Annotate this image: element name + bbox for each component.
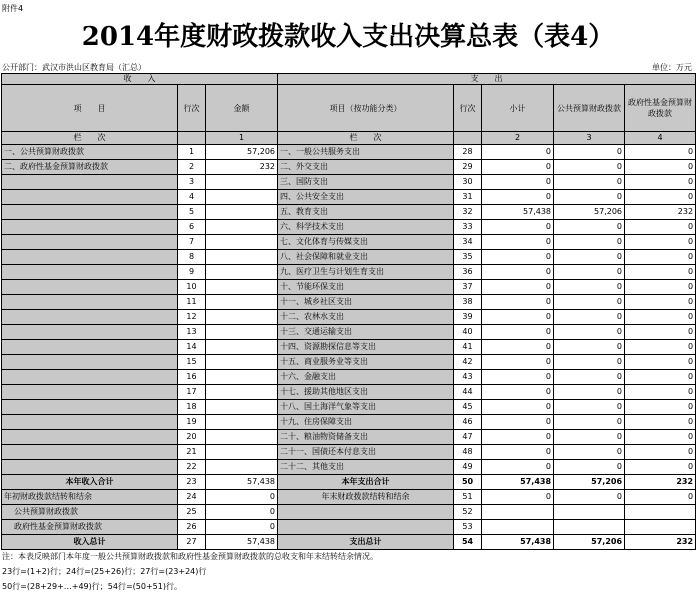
table-row (2, 175, 696, 190)
row53-label (278, 520, 454, 535)
income-row-no-cell: 21 (178, 445, 206, 460)
income-amount-cell (206, 310, 278, 325)
income-row-no-cell: 15 (178, 355, 206, 370)
expense-row-no-cell: 28 (454, 145, 482, 160)
row52-public (554, 505, 625, 520)
expense-subtotal-cell: 0 (482, 370, 554, 385)
income-item-cell (2, 385, 178, 400)
table-row (2, 355, 696, 370)
expense-item-cell: 二十一、国债还本付息支出 (278, 445, 454, 460)
income-row-no-cell: 18 (178, 400, 206, 415)
income-item-cell (2, 430, 178, 445)
expense-row-no-cell: 41 (454, 340, 482, 355)
begin-public-label: 公共预算财政拨款 (2, 505, 178, 520)
income-item-cell (2, 355, 178, 370)
table-row (2, 160, 696, 175)
column-index-row (2, 132, 696, 145)
income-item-cell (2, 295, 178, 310)
expense-public-cell: 0 (554, 250, 625, 265)
expense-public-cell: 0 (554, 445, 625, 460)
income-row-no-cell: 17 (178, 385, 206, 400)
expense-section-header: 支 出 (278, 74, 696, 85)
expense-public-cell: 0 (554, 295, 625, 310)
expense-subtotal-cell: 0 (482, 235, 554, 250)
expense-fund-cell: 0 (625, 460, 696, 475)
expense-fund-cell: 0 (625, 370, 696, 385)
begin-fund-label: 政府性基金预算财政拨款 (2, 520, 178, 535)
expense-public-cell: 0 (554, 340, 625, 355)
table-row (2, 400, 696, 415)
gov-fund-header: 政府性基金预算财政拨款 (625, 85, 696, 132)
expense-public-cell: 0 (554, 460, 625, 475)
expense-item-cell: 七、文化体育与传媒支出 (278, 235, 454, 250)
income-amount-cell (206, 220, 278, 235)
expense-index-label: 栏 次 (278, 132, 454, 145)
expense-item-cell: 十二、农林水支出 (278, 310, 454, 325)
expense-row-no-cell: 38 (454, 295, 482, 310)
begin-public-amount: 0 (206, 505, 278, 520)
row53-public (554, 520, 625, 535)
expense-row-no-cell: 39 (454, 310, 482, 325)
expense-subtotal-cell: 0 (482, 445, 554, 460)
expense-fund-cell: 0 (625, 280, 696, 295)
expense-row-no-cell: 32 (454, 205, 482, 220)
expense-fund-cell: 0 (625, 430, 696, 445)
expense-item-cell: 九、医疗卫生与计划生育支出 (278, 265, 454, 280)
row53-fund (625, 520, 696, 535)
income-row-no-cell: 13 (178, 325, 206, 340)
table-row (2, 145, 696, 160)
expense-row-no-cell: 48 (454, 445, 482, 460)
attachment-label: 附件4 (2, 4, 24, 13)
table-row (2, 220, 696, 235)
table-row (2, 310, 696, 325)
table-row (2, 325, 696, 340)
row52-no: 52 (454, 505, 482, 520)
expense-row-no-cell: 40 (454, 325, 482, 340)
index-public: 3 (554, 132, 625, 145)
begin-public-no: 25 (178, 505, 206, 520)
grand-total-row (2, 535, 696, 550)
grand-expense-no: 54 (454, 535, 482, 550)
expense-item-cell: 十四、资源勘探信息等支出 (278, 340, 454, 355)
income-row-no-cell: 3 (178, 175, 206, 190)
income-item-cell (2, 400, 178, 415)
table-row (2, 430, 696, 445)
begin-balance-no: 24 (178, 490, 206, 505)
expense-public-cell: 0 (554, 415, 625, 430)
income-amount-cell (206, 175, 278, 190)
income-total-label: 本年收入合计 (2, 475, 178, 490)
expense-row-no-cell: 44 (454, 385, 482, 400)
expense-subtotal-cell: 0 (482, 400, 554, 415)
expense-item-cell: 三、国防支出 (278, 175, 454, 190)
budget-table (1, 73, 696, 550)
expense-item-cell: 十八、国土海洋气象等支出 (278, 400, 454, 415)
grand-income-amount: 57,438 (206, 535, 278, 550)
expense-fund-cell: 0 (625, 175, 696, 190)
income-row-no-header: 行次 (178, 85, 206, 132)
begin-fund-no: 26 (178, 520, 206, 535)
expense-row-no-cell: 35 (454, 250, 482, 265)
income-row-no-cell: 16 (178, 370, 206, 385)
expense-fund-cell: 0 (625, 235, 696, 250)
income-item-cell (2, 340, 178, 355)
expense-item-cell: 六、科学技术支出 (278, 220, 454, 235)
expense-row-no-cell: 46 (454, 415, 482, 430)
unit-label: 单位：万元 (652, 63, 692, 72)
expense-subtotal-cell: 0 (482, 280, 554, 295)
table-row (2, 190, 696, 205)
expense-item-cell: 一、一般公共服务支出 (278, 145, 454, 160)
expense-subtotal-cell: 0 (482, 310, 554, 325)
expense-subtotal-cell: 0 (482, 430, 554, 445)
expense-row-no-cell: 49 (454, 460, 482, 475)
expense-item-cell: 十六、金融支出 (278, 370, 454, 385)
expense-fund-cell: 0 (625, 355, 696, 370)
income-item-header: 项 目 (2, 85, 178, 132)
income-amount-cell (206, 430, 278, 445)
expense-fund-cell: 232 (625, 205, 696, 220)
income-row-no-cell: 19 (178, 415, 206, 430)
income-total-no: 23 (178, 475, 206, 490)
expense-public-cell: 0 (554, 220, 625, 235)
expense-public-cell: 0 (554, 355, 625, 370)
expense-public-cell: 0 (554, 235, 625, 250)
income-row-no-cell: 5 (178, 205, 206, 220)
expense-subtotal-cell: 0 (482, 265, 554, 280)
expense-public-cell: 0 (554, 400, 625, 415)
row52-label (278, 505, 454, 520)
income-item-cell (2, 220, 178, 235)
table-row (2, 235, 696, 250)
end-balance-subtotal: 0 (482, 490, 554, 505)
expense-fund-cell: 0 (625, 145, 696, 160)
table-row (2, 205, 696, 220)
income-amount-header: 金额 (206, 85, 278, 132)
expense-subtotal-cell: 0 (482, 145, 554, 160)
expense-row-no-cell: 36 (454, 265, 482, 280)
income-index-label: 栏 次 (2, 132, 178, 145)
expense-row-no-cell: 30 (454, 175, 482, 190)
expense-row-no-header: 行次 (454, 85, 482, 132)
income-row-no-cell: 14 (178, 340, 206, 355)
expense-item-cell: 二十二、其他支出 (278, 460, 454, 475)
expense-row-no-cell: 29 (454, 160, 482, 175)
expense-public-cell: 0 (554, 310, 625, 325)
grand-expense-fund: 232 (625, 535, 696, 550)
income-amount-cell (206, 205, 278, 220)
expense-fund-cell: 0 (625, 325, 696, 340)
income-row-no-cell: 10 (178, 280, 206, 295)
income-row-no-cell: 20 (178, 430, 206, 445)
expense-subtotal-cell: 0 (482, 175, 554, 190)
expense-fund-cell: 0 (625, 445, 696, 460)
expense-public-cell: 0 (554, 190, 625, 205)
end-balance-fund: 0 (625, 490, 696, 505)
department-label: 公开部门：武汉市洪山区教育局（汇总） (2, 63, 146, 72)
expense-row-no-cell: 34 (454, 235, 482, 250)
income-section-header: 收 入 (2, 74, 278, 85)
income-amount-cell (206, 400, 278, 415)
income-item-cell (2, 445, 178, 460)
income-amount-cell (206, 355, 278, 370)
expense-item-cell: 四、公共安全支出 (278, 190, 454, 205)
expense-row-no-cell: 33 (454, 220, 482, 235)
income-amount-cell (206, 265, 278, 280)
footnotes (2, 549, 378, 594)
income-item-cell: 二、政府性基金预算财政拨款 (2, 160, 178, 175)
income-item-cell (2, 280, 178, 295)
expense-subtotal-cell: 0 (482, 355, 554, 370)
income-item-cell (2, 235, 178, 250)
begin-balance-amount: 0 (206, 490, 278, 505)
income-amount-cell (206, 235, 278, 250)
income-row-no-cell: 22 (178, 460, 206, 475)
income-row-no-cell: 1 (178, 145, 206, 160)
income-amount-cell (206, 445, 278, 460)
table-row (2, 340, 696, 355)
income-amount-cell (206, 385, 278, 400)
expense-subtotal-cell: 0 (482, 460, 554, 475)
page-title: 2014年度财政拨款收入支出决算总表（表4） (81, 22, 615, 52)
income-item-cell (2, 250, 178, 265)
expense-row-no-cell: 47 (454, 430, 482, 445)
income-total-row (2, 475, 696, 490)
expense-public-cell: 0 (554, 145, 625, 160)
end-balance-public: 0 (554, 490, 625, 505)
income-amount-cell (206, 370, 278, 385)
grand-income-no: 27 (178, 535, 206, 550)
expense-subtotal-cell: 0 (482, 325, 554, 340)
expense-row-no-cell: 45 (454, 400, 482, 415)
table-row (2, 250, 696, 265)
income-item-cell (2, 190, 178, 205)
income-amount-cell (206, 280, 278, 295)
grand-expense-subtotal: 57,438 (482, 535, 554, 550)
begin-fund-row (2, 520, 696, 535)
section-header-row (2, 74, 696, 85)
expense-subtotal-cell: 0 (482, 250, 554, 265)
table-row (2, 295, 696, 310)
income-index-blank (178, 132, 206, 145)
subtotal-header: 小计 (482, 85, 554, 132)
expense-public-cell: 0 (554, 280, 625, 295)
expense-total-subtotal: 57,438 (482, 475, 554, 490)
begin-balance-label: 年初财政拨款结转和结余 (2, 490, 178, 505)
expense-subtotal-cell: 0 (482, 220, 554, 235)
income-item-cell (2, 460, 178, 475)
expense-public-cell: 0 (554, 370, 625, 385)
expense-public-cell: 0 (554, 430, 625, 445)
expense-public-cell: 57,206 (554, 205, 625, 220)
end-balance-no: 51 (454, 490, 482, 505)
income-amount-cell: 232 (206, 160, 278, 175)
income-amount-cell (206, 250, 278, 265)
expense-row-no-cell: 31 (454, 190, 482, 205)
income-amount-cell (206, 325, 278, 340)
income-item-cell (2, 265, 178, 280)
expense-fund-cell: 0 (625, 415, 696, 430)
expense-subtotal-cell: 0 (482, 415, 554, 430)
expense-row-no-cell: 37 (454, 280, 482, 295)
income-total-amount: 57,438 (206, 475, 278, 490)
expense-fund-cell: 0 (625, 190, 696, 205)
end-balance-label: 年末财政拨款结转和结余 (278, 490, 454, 505)
income-item-cell (2, 205, 178, 220)
income-row-no-cell: 9 (178, 265, 206, 280)
income-item-cell (2, 415, 178, 430)
table-row (2, 280, 696, 295)
expense-item-cell: 十、节能环保支出 (278, 280, 454, 295)
expense-fund-cell: 0 (625, 160, 696, 175)
row52-fund (625, 505, 696, 520)
income-item-cell (2, 370, 178, 385)
expense-subtotal-cell: 0 (482, 160, 554, 175)
expense-index-blank (454, 132, 482, 145)
expense-item-cell: 五、教育支出 (278, 205, 454, 220)
expense-subtotal-cell: 0 (482, 190, 554, 205)
public-budget-header: 公共预算财政拨款 (554, 85, 625, 132)
income-amount-cell (206, 340, 278, 355)
expense-public-cell: 0 (554, 175, 625, 190)
balance-row (2, 490, 696, 505)
income-row-no-cell: 2 (178, 160, 206, 175)
income-row-no-cell: 6 (178, 220, 206, 235)
row52-subtotal (482, 505, 554, 520)
expense-total-fund: 232 (625, 475, 696, 490)
expense-item-cell: 十三、交通运输支出 (278, 325, 454, 340)
expense-fund-cell: 0 (625, 220, 696, 235)
expense-item-cell: 八、社会保障和就业支出 (278, 250, 454, 265)
expense-item-header: 项目（按功能分类） (278, 85, 454, 132)
expense-subtotal-cell: 0 (482, 340, 554, 355)
table-row (2, 445, 696, 460)
expense-fund-cell: 0 (625, 340, 696, 355)
income-amount-cell (206, 295, 278, 310)
expense-fund-cell: 0 (625, 250, 696, 265)
expense-row-no-cell: 43 (454, 370, 482, 385)
grand-expense-label: 支出总计 (278, 535, 454, 550)
expense-item-cell: 十一、城乡社区支出 (278, 295, 454, 310)
table-row (2, 265, 696, 280)
column-header-row (2, 85, 696, 132)
income-item-cell: 一、公共预算财政拨款 (2, 145, 178, 160)
income-row-no-cell: 11 (178, 295, 206, 310)
table-row (2, 385, 696, 400)
income-amount-cell (206, 415, 278, 430)
expense-total-no: 50 (454, 475, 482, 490)
index-subtotal: 2 (482, 132, 554, 145)
index-fund: 4 (625, 132, 696, 145)
expense-row-no-cell: 42 (454, 355, 482, 370)
row53-subtotal (482, 520, 554, 535)
grand-expense-public: 57,206 (554, 535, 625, 550)
table-row (2, 370, 696, 385)
expense-subtotal-cell: 0 (482, 295, 554, 310)
footnote-line: 23行=(1+2)行；24行=(25+26)行；27行=(23+24)行 (2, 567, 207, 576)
row53-no: 53 (454, 520, 482, 535)
footnote-line: 50行=(28+29+…+49)行；54行=(50+51)行。 (2, 582, 182, 591)
index-amount: 1 (206, 132, 278, 145)
income-item-cell (2, 175, 178, 190)
expense-public-cell: 0 (554, 265, 625, 280)
expense-fund-cell: 0 (625, 400, 696, 415)
expense-fund-cell: 0 (625, 310, 696, 325)
expense-item-cell: 十七、援助其他地区支出 (278, 385, 454, 400)
expense-subtotal-cell: 0 (482, 385, 554, 400)
expense-item-cell: 二十、粮油物资储备支出 (278, 430, 454, 445)
expense-item-cell: 二、外交支出 (278, 160, 454, 175)
expense-total-label: 本年支出合计 (278, 475, 454, 490)
expense-fund-cell: 0 (625, 385, 696, 400)
income-amount-cell (206, 190, 278, 205)
table-row (2, 415, 696, 430)
begin-fund-amount: 0 (206, 520, 278, 535)
table-row (2, 460, 696, 475)
income-row-no-cell: 12 (178, 310, 206, 325)
expense-fund-cell: 0 (625, 295, 696, 310)
expense-public-cell: 0 (554, 325, 625, 340)
expense-item-cell: 十九、住房保障支出 (278, 415, 454, 430)
begin-public-row (2, 505, 696, 520)
expense-total-public: 57,206 (554, 475, 625, 490)
expense-public-cell: 0 (554, 160, 625, 175)
expense-fund-cell: 0 (625, 265, 696, 280)
grand-income-label: 收入总计 (2, 535, 178, 550)
footnote-line: 注：本表反映部门本年度一般公共预算财政拨款和政府性基金预算财政拨款的总收支和年末结转结余情况。 (2, 552, 378, 561)
expense-subtotal-cell: 57,438 (482, 205, 554, 220)
income-item-cell (2, 310, 178, 325)
expense-item-cell: 十五、商业服务业等支出 (278, 355, 454, 370)
income-amount-cell (206, 460, 278, 475)
income-row-no-cell: 8 (178, 250, 206, 265)
income-row-no-cell: 4 (178, 190, 206, 205)
expense-public-cell: 0 (554, 385, 625, 400)
income-item-cell (2, 325, 178, 340)
income-amount-cell: 57,206 (206, 145, 278, 160)
income-row-no-cell: 7 (178, 235, 206, 250)
